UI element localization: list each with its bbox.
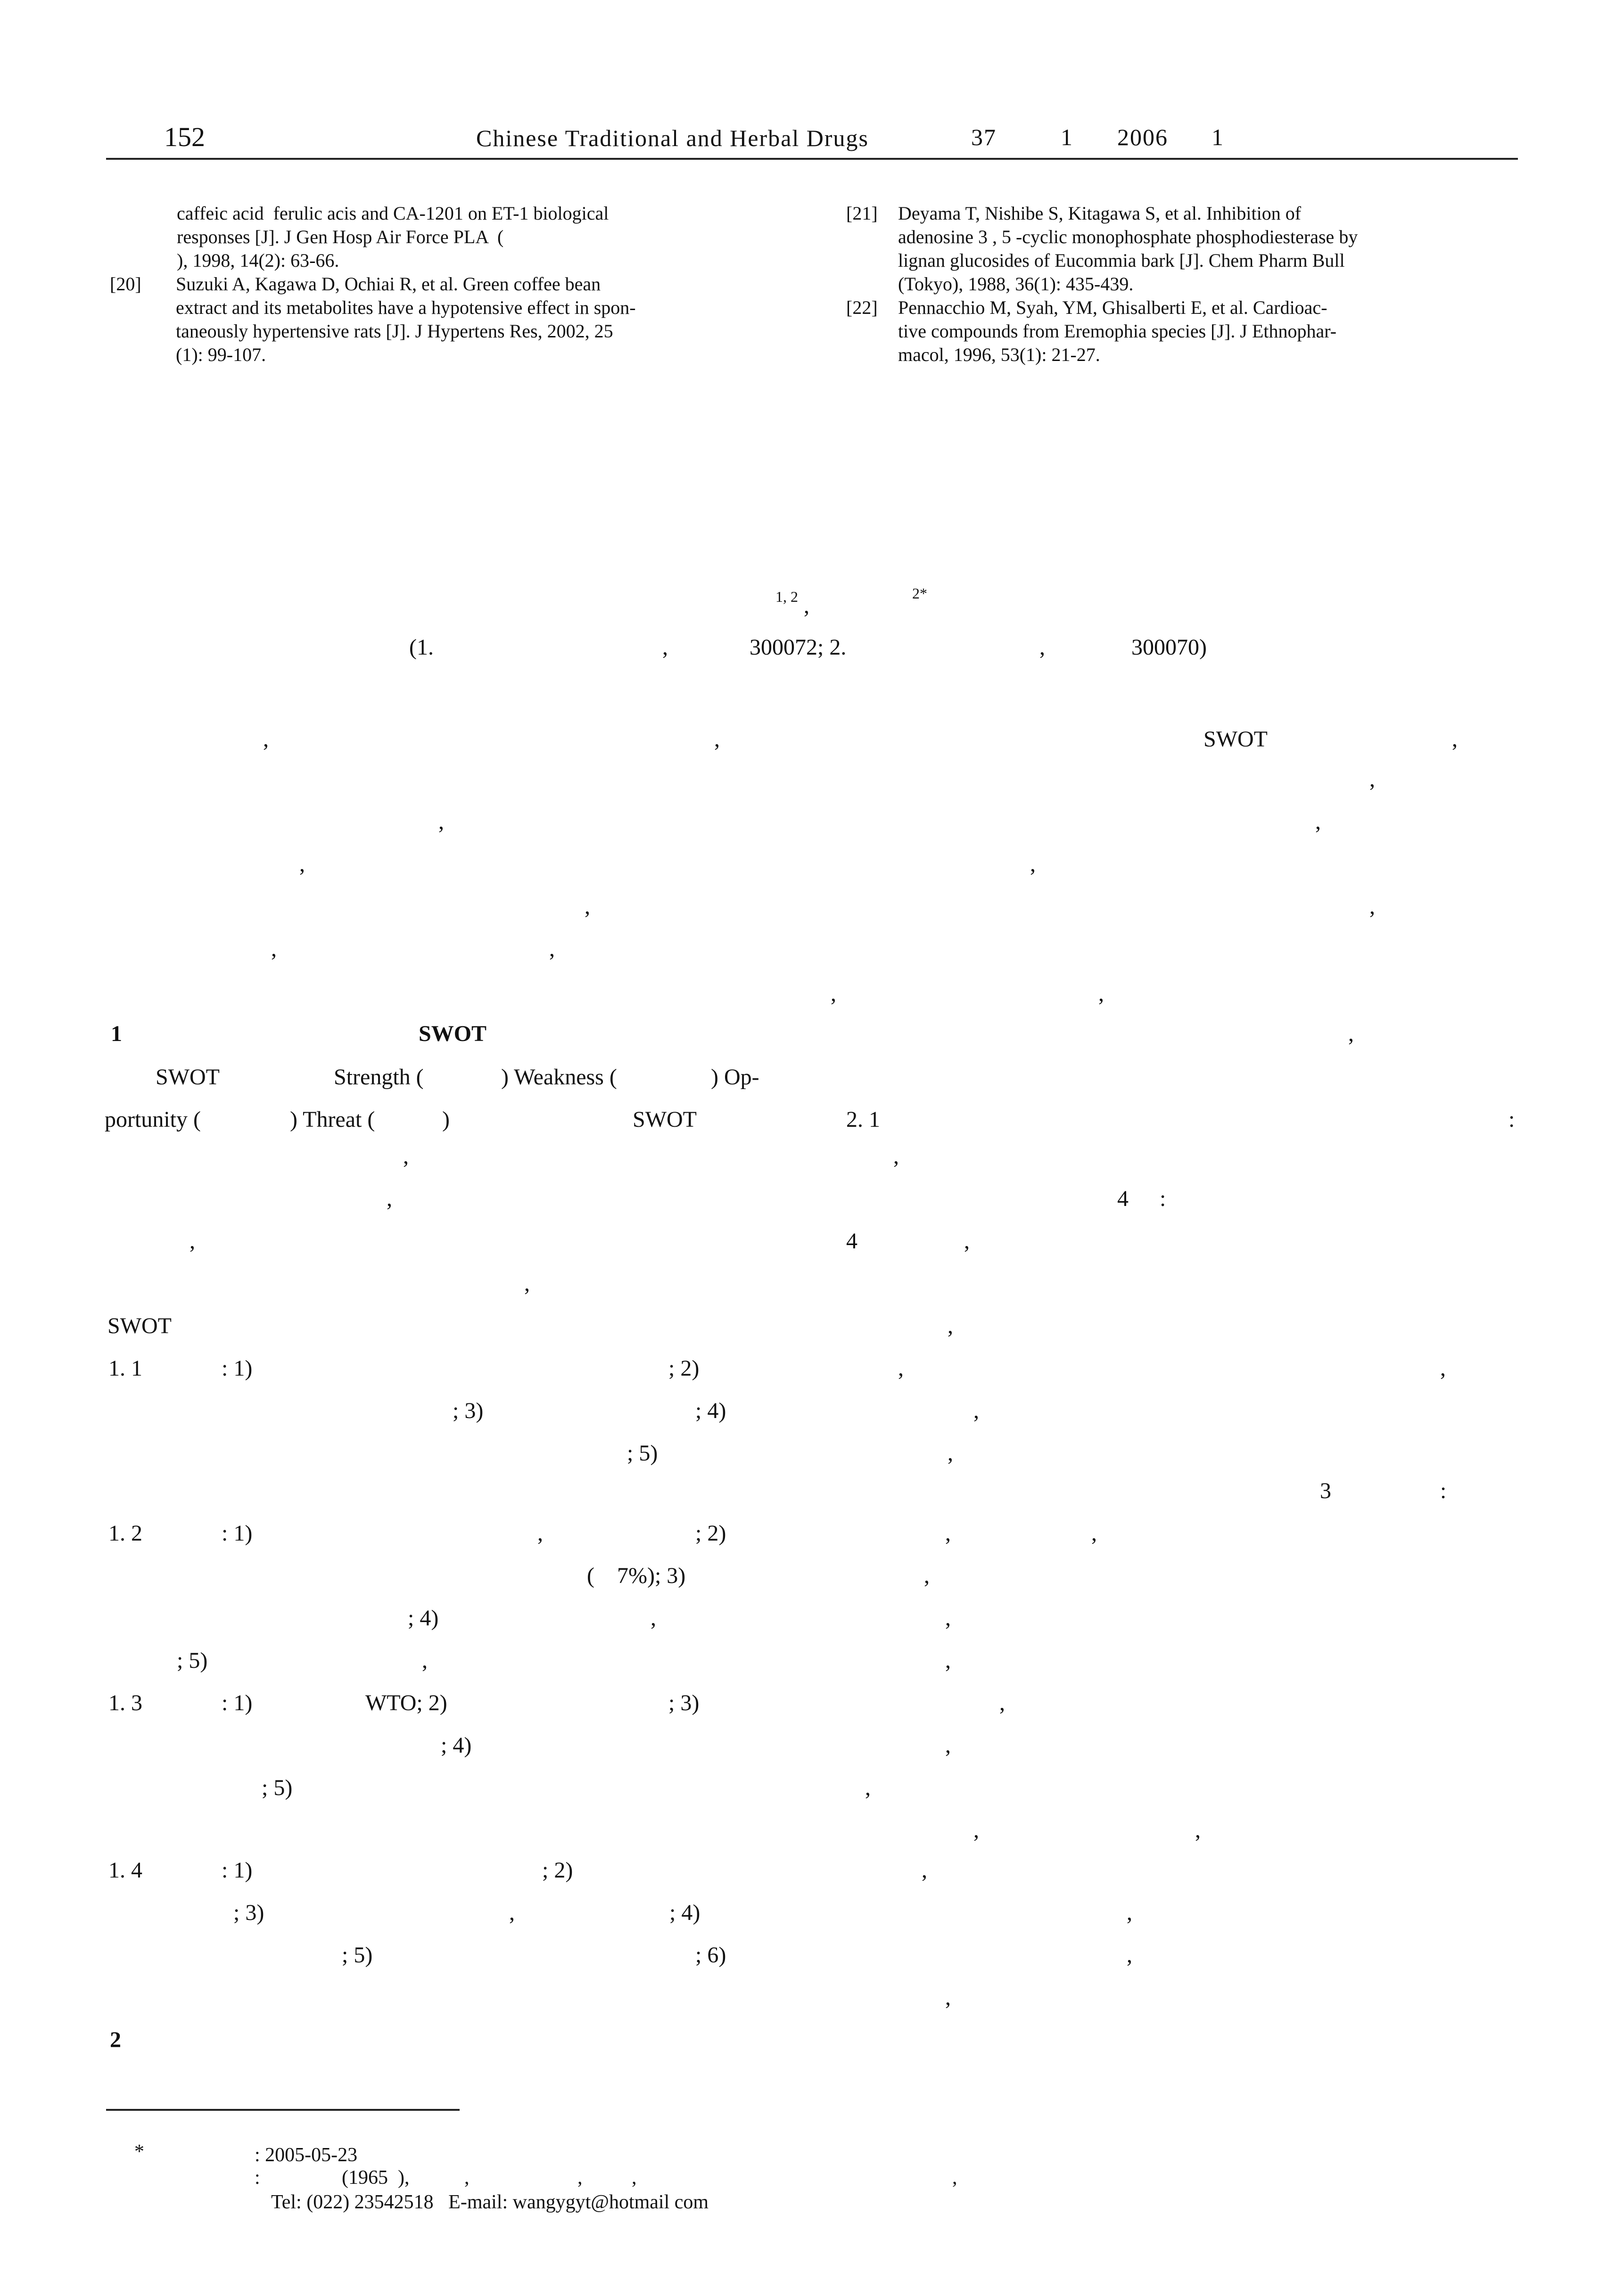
text-fragment: , <box>831 981 836 1006</box>
text-fragment: ; 2) <box>695 1521 726 1546</box>
text-fragment: , <box>964 1229 970 1254</box>
ref-label: [22] <box>846 297 878 318</box>
text-fragment: , <box>1440 1356 1446 1381</box>
ref-line: Suzuki A, Kagawa D, Ochiai R, et al. Green coffee bean <box>176 273 601 295</box>
ref-line: adenosine 3 , 5 -cyclic monophosphate phosphodiesterase by <box>898 226 1358 247</box>
subsection-2-1-number: 2. 1 <box>846 1107 880 1132</box>
text-fragment: ; 5) <box>262 1775 293 1800</box>
subsection-1-1-number: 1. 1 <box>108 1356 142 1381</box>
ref-line: Deyama T, Nishibe S, Kitagawa S, et al. Inhibition of <box>898 203 1302 224</box>
text-fragment: : 1) <box>222 1356 253 1381</box>
text-fragment: ; 5) <box>627 1441 658 1466</box>
text-fragment: , <box>549 936 555 961</box>
text-fragment: ; 2) <box>668 1356 700 1381</box>
text-fragment: , <box>299 852 305 877</box>
text-fragment: , <box>945 1606 951 1631</box>
text-fragment: , <box>1369 894 1375 919</box>
ref-line: macol, 1996, 53(1): 21-27. <box>898 344 1100 365</box>
text-fragment: , <box>585 894 590 919</box>
swot-term: SWOT <box>633 1107 697 1132</box>
text-fragment: : <box>1160 1186 1166 1211</box>
text-fragment: , <box>924 1563 930 1588</box>
text-fragment: ; 3) <box>453 1398 484 1423</box>
number-three: 3 <box>1320 1478 1331 1503</box>
ref-line: (Tokyo), 1988, 36(1): 435-439. <box>898 273 1134 295</box>
text-fragment: , <box>945 1648 951 1673</box>
reference-19-continued <box>177 202 790 272</box>
text-fragment: , <box>945 1733 951 1758</box>
text-fragment: , <box>1127 1943 1132 1968</box>
section-2-number: 2 <box>110 2027 121 2052</box>
text-fragment: , <box>999 1690 1005 1715</box>
text-fragment: , <box>893 1144 899 1169</box>
text-fragment: WTO; 2) <box>365 1690 447 1715</box>
text-fragment: ; 3) <box>668 1690 700 1715</box>
affiliation-zip-1: 300072; 2. <box>750 635 847 660</box>
header-rule <box>106 158 1518 160</box>
affiliation-open: (1. <box>409 635 434 660</box>
text-fragment: ; 4) <box>695 1398 726 1423</box>
ref-line: Pennacchio M, Syah, YM, Ghisalberti E, et al. Cardioac- <box>898 297 1327 318</box>
affiliation-comma: , <box>1039 635 1045 660</box>
text-fragment: , <box>403 1144 409 1169</box>
affiliation-comma: , <box>662 635 668 660</box>
ref-line: taneously hypertensive rats [J]. J Hypertens Res, 2002, 25 <box>176 320 613 342</box>
swot-term: SWOT <box>156 1065 220 1090</box>
text-fragment: , <box>271 936 277 961</box>
text-fragment: , <box>464 2167 470 2189</box>
text-fragment: , <box>952 2167 957 2189</box>
threat-term: ) Threat ( <box>290 1107 375 1132</box>
affiliation-zip-2: 300070) <box>1131 635 1207 660</box>
author-birth-year: (1965 ), <box>342 2167 410 2189</box>
ref-line: responses [J]. J Gen Hosp Air Force PLA ( <box>177 226 504 247</box>
text-fragment: ; 4) <box>441 1733 472 1758</box>
opportunity-term-end: portunity ( <box>105 1107 201 1132</box>
text-fragment: ; 4) <box>669 1900 700 1925</box>
text-fragment: ; 3) <box>233 1900 264 1925</box>
contact-info: Tel: (022) 23542518 E-mail: wangygyt@hotmail com <box>271 2191 709 2213</box>
text-fragment: , <box>714 727 720 752</box>
number-four: 4 <box>846 1229 857 1254</box>
text-fragment: , <box>1030 852 1036 877</box>
text-fragment: , <box>1098 981 1104 1006</box>
text-fragment: , <box>190 1229 195 1254</box>
journal-name: Chinese Traditional and Herbal Drugs <box>476 125 869 151</box>
journal-issue: 1 <box>1061 124 1073 150</box>
text-fragment: , <box>945 1521 951 1546</box>
swot-term: SWOT <box>107 1313 172 1338</box>
text-fragment: : 1) <box>222 1521 253 1546</box>
text-fragment: , <box>898 1356 904 1381</box>
author-info-label: : <box>255 2167 260 2189</box>
text-fragment: : 1) <box>222 1858 253 1883</box>
text-fragment: , <box>263 727 269 752</box>
text-fragment: : <box>1440 1478 1447 1503</box>
text-fragment: , <box>973 1398 979 1423</box>
text-fragment: , <box>1195 1818 1201 1843</box>
weakness-term: ) Weakness ( <box>501 1065 617 1090</box>
text-fragment: ; 2) <box>542 1858 573 1883</box>
abstract-swot: SWOT <box>1203 727 1268 752</box>
text-fragment: , <box>948 1313 953 1338</box>
text-fragment: , <box>509 1900 515 1925</box>
text-fragment: , <box>1348 1021 1354 1046</box>
text-fragment: , <box>945 1985 951 2010</box>
text-fragment: ; 6) <box>695 1943 726 1968</box>
text-fragment: , <box>387 1186 392 1211</box>
ref-line: lignan glucosides of Eucommia bark [J]. Chem Pharm Bull <box>898 250 1345 271</box>
text-fragment: , <box>438 809 444 834</box>
text-fragment: , <box>865 1775 871 1800</box>
text-fragment: , <box>1452 727 1458 752</box>
text-fragment: : <box>1508 1107 1515 1132</box>
text-fragment: , <box>537 1521 543 1546</box>
journal-year: 2006 <box>1117 124 1168 150</box>
text-fragment: ; 5) <box>342 1943 373 1968</box>
number-four: 4 <box>1117 1186 1129 1211</box>
ref-line: extract and its metabolites have a hypotensive effect in spon- <box>176 297 636 318</box>
ref-label: [20] <box>110 273 141 295</box>
text-fragment: : 1) <box>222 1690 253 1715</box>
text-fragment: , <box>1091 1521 1097 1546</box>
text-fragment: ; 5) <box>177 1648 208 1673</box>
section-1-number: 1 <box>111 1021 122 1046</box>
received-date: : 2005-05-23 <box>255 2144 358 2166</box>
text-fragment: , <box>422 1648 428 1673</box>
footnote-rule <box>106 2109 460 2111</box>
text-fragment: , <box>948 1441 953 1466</box>
text-fragment: , <box>524 1271 530 1296</box>
subsection-1-4-number: 1. 4 <box>108 1858 142 1883</box>
ref-line: caffeic acid ferulic acis and CA-1201 on ET-1 biological <box>177 203 609 224</box>
text-fragment: , <box>632 2167 637 2189</box>
text-fragment: , <box>577 2167 583 2189</box>
text-fragment: , <box>922 1858 927 1883</box>
text-fragment: , <box>973 1818 979 1843</box>
text-fragment: ) <box>442 1107 450 1132</box>
text-fragment: ( 7%); 3) <box>587 1563 686 1588</box>
subsection-1-3-number: 1. 3 <box>108 1690 142 1715</box>
text-fragment: , <box>1369 767 1375 792</box>
text-fragment: ; 4) <box>408 1606 439 1631</box>
ref-line: ), 1998, 14(2): 63-66. <box>177 250 339 271</box>
author-corresponding-mark: 2* <box>912 585 927 602</box>
strength-term: Strength ( <box>334 1065 424 1090</box>
opportunity-term-start: ) Op- <box>711 1065 759 1090</box>
journal-month: 1 <box>1211 124 1224 150</box>
journal-volume: 37 <box>971 124 997 150</box>
subsection-1-2-number: 1. 2 <box>108 1521 142 1546</box>
text-fragment: , <box>1127 1900 1132 1925</box>
ref-line: tive compounds from Eremophia species [J]. J Ethnophar- <box>898 320 1337 342</box>
ref-line: (1): 99-107. <box>176 344 266 365</box>
text-fragment: , <box>651 1606 656 1631</box>
author-affiliation-mark: 1, 2 <box>775 588 798 605</box>
section-1-title: SWOT <box>419 1021 487 1046</box>
author-separator: , <box>804 593 809 618</box>
page-number: 152 <box>164 122 205 152</box>
text-fragment: , <box>1315 809 1321 834</box>
ref-label: [21] <box>846 203 878 224</box>
footnote-star: * <box>134 2141 144 2163</box>
